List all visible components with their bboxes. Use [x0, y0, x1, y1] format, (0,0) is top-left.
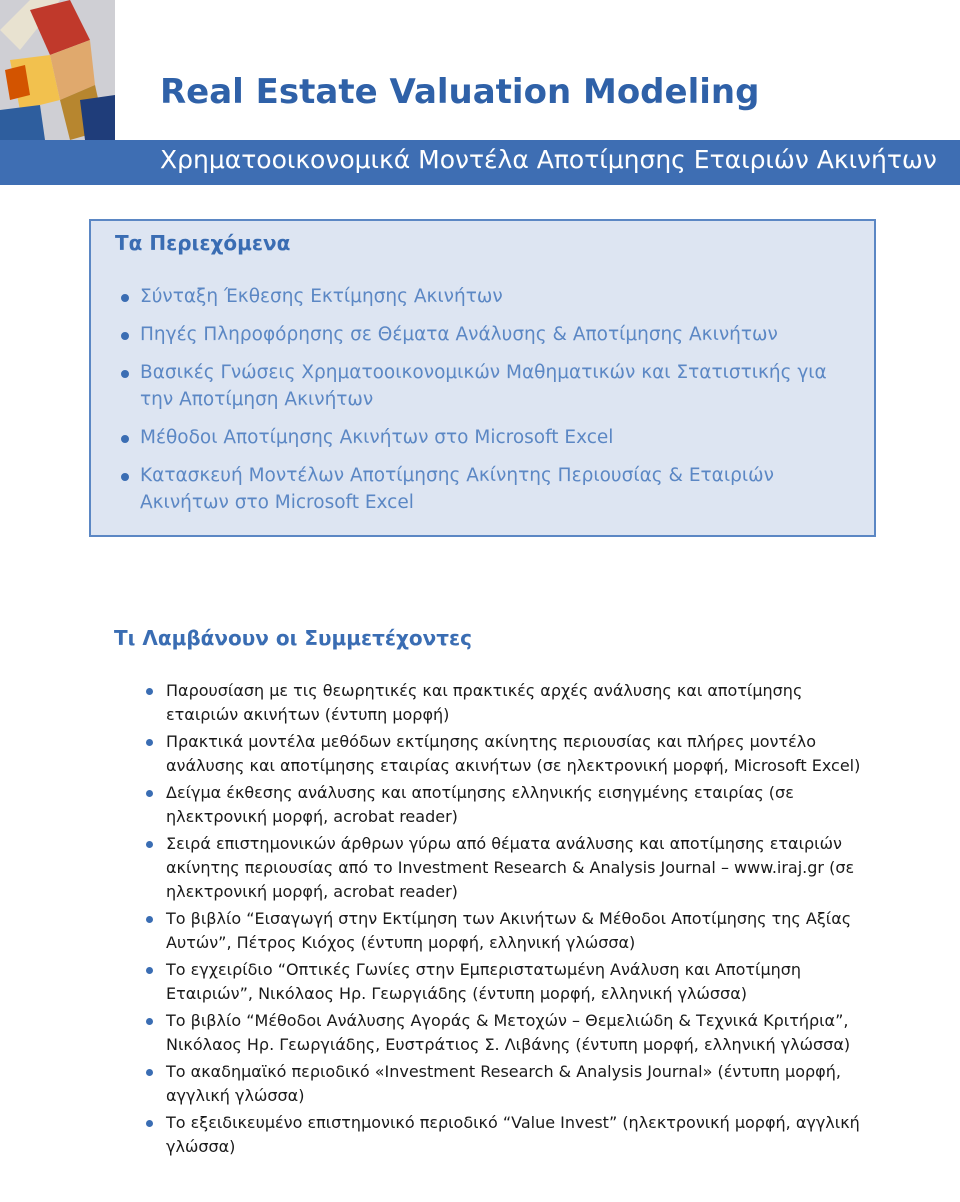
list-item [146, 781, 866, 829]
list-item [146, 832, 866, 904]
list-item-text: Το ακαδημαϊκό περιοδικό «Investment Research & Analysis Journal» (έντυπη μορφή, αγγλική γλώσσα) [166, 1062, 841, 1105]
bullet-icon [121, 473, 129, 481]
bullet-icon [121, 370, 129, 378]
list-item-text: Βασικές Γνώσεις Χρηματοοικονομικών Μαθηματικών και Στατιστικής για την Αποτίμηση Ακινήτων [140, 362, 827, 410]
list-item-text: Κατασκευή Μοντέλων Αποτίμησης Ακίνητης Περιουσίας & Εταιριών Ακινήτων στο Microsoft Excel [140, 465, 774, 513]
participants-heading: Τι Λαμβάνουν οι Συμμετέχοντες [114, 626, 472, 650]
list-item-text: Πηγές Πληροφόρησης σε Θέματα Ανάλυσης & Αποτίμησης Ακινήτων [140, 324, 778, 345]
house-blocks-image [0, 0, 115, 140]
list-item [146, 730, 866, 778]
list-item [121, 424, 861, 451]
list-item-text: Το εξειδικευμένο επιστημονικό περιοδικό “Value Invest” (ηλεκτρονική μορφή, αγγλική γλώσσα) [166, 1113, 860, 1156]
list-item [146, 958, 866, 1006]
contents-list [121, 283, 861, 527]
bullet-icon [121, 294, 129, 302]
house-blocks-logo [0, 0, 115, 140]
list-item [121, 462, 861, 516]
list-item-text: Μέθοδοι Αποτίμησης Ακινήτων στο Microsoft Excel [140, 427, 614, 448]
participants-list [146, 679, 866, 1162]
list-item-text: Σειρά επιστημονικών άρθρων γύρω από θέματα ανάλυσης και αποτίμησης εταιριών ακίνητης περιουσίας από το Investment Research & Analysis Journal – www.iraj.gr (σε ηλεκτρονική μορφή, acrobat reader) [166, 834, 855, 901]
bullet-icon [146, 739, 153, 746]
bullet-icon [146, 967, 153, 974]
page-title: Real Estate Valuation Modeling [160, 72, 760, 112]
bullet-icon [121, 332, 129, 340]
bullet-icon [146, 1069, 153, 1076]
bullet-icon [121, 435, 129, 443]
bullet-icon [146, 688, 153, 695]
page-header [0, 0, 960, 185]
bullet-icon [146, 1120, 153, 1127]
bullet-icon [146, 841, 153, 848]
list-item [146, 1060, 866, 1108]
list-item-text: Σύνταξη Έκθεσης Εκτίμησης Ακινήτων [140, 286, 503, 307]
page-subtitle: Χρηματοοικονομικά Μοντέλα Αποτίμησης Εταιριών Ακινήτων [160, 145, 937, 174]
bullet-icon [146, 1018, 153, 1025]
list-item [121, 321, 861, 348]
list-item-text: Πρακτικά μοντέλα μεθόδων εκτίμησης ακίνητης περιουσίας και πλήρες μοντέλο ανάλυσης και αποτίμησης εταιρίας ακινήτων (σε ηλεκτρονική μορφή, Microsoft Excel) [166, 732, 861, 775]
list-item [121, 359, 861, 413]
list-item [146, 679, 866, 727]
list-item [146, 907, 866, 955]
contents-box [89, 219, 876, 537]
bullet-icon [146, 916, 153, 923]
list-item-text: Παρουσίαση με τις θεωρητικές και πρακτικές αρχές ανάλυσης και αποτίμησης εταιριών ακινήτων (έντυπη μορφή) [166, 681, 803, 724]
list-item-text: Το εγχειρίδιο “Οπτικές Γωνίες στην Εμπεριστατωμένη Ανάλυση και Αποτίμηση Εταιριών”, Νικόλαος Ηρ. Γεωργιάδης (έντυπη μορφή, ελληνική γλώσσα) [166, 960, 802, 1003]
list-item [146, 1111, 866, 1159]
list-item-text: Το βιβλίο “Εισαγωγή στην Εκτίμηση των Ακινήτων & Μέθοδοι Αποτίμησης της Αξίας Αυτών”, Πέτρος Κιόχος (έντυπη μορφή, ελληνική γλώσσα) [166, 909, 852, 952]
list-item-text: Το βιβλίο “Μέθοδοι Ανάλυσης Αγοράς & Μετοχών – Θεμελιώδη & Τεχνικά Κριτήρια”, Νικόλαος Ηρ. Γεωργιάδης, Ευστράτιος Σ. Λιβάνης (έντυπη μορφή, ελληνική γλώσσα) [166, 1011, 851, 1054]
bullet-icon [146, 790, 153, 797]
list-item-text: Δείγμα έκθεσης ανάλυσης και αποτίμησης ελληνικής εισηγμένης εταιρίας (σε ηλεκτρονική μορφή, acrobat reader) [166, 783, 794, 826]
list-item [146, 1009, 866, 1057]
subtitle-band [0, 140, 960, 185]
list-item [121, 283, 861, 310]
contents-heading: Τα Περιεχόμενα [115, 231, 291, 255]
